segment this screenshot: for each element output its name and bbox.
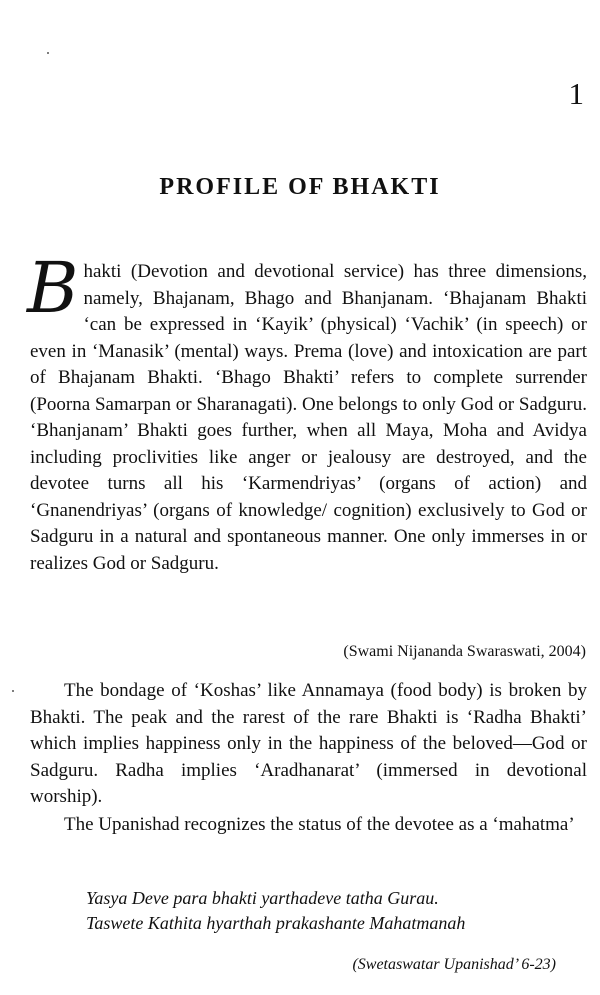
paragraph-3: The Upanishad recognizes the status of the devotee as a ‘mahatma’ — [64, 814, 575, 835]
print-speck — [12, 690, 14, 692]
verse-line-1: Yasya Deve para bhakti yarthadeve tatha Gurau. — [86, 888, 439, 908]
chapter-number: 1 — [568, 76, 584, 111]
paragraph-1-text: hakti (Devotion and devotional service) has three dimensions, namely, Bhajanam, Bhago and Bhanjanam. ‘Bhajanam Bhakti ‘can be expressed in ‘Kayik’ (physical) ‘Vachik’ (in speech) or even in ‘Manasik’ (mental) ways. Prema (love) and intoxication are part of Bhajanam Bhakti. ‘Bhago Bhakti’ refers to complete surrender (Poorna Samarpan or Sharanagati). One belongs to only God or Sadguru. ‘Bhanjanam’ Bhakti goes further, when all Maya, Moha and Avidya including proclivities like anger or jealousy are destroyed, and the devotee turns all his ‘Karmendriyas’ (organs of action) and ‘Gnanendriyas’ (organs of knowledge/ cognition) exclusively to God or Sadguru in a natural and spontaneous manner. One only immerses in or realizes God or Sadguru. — [30, 261, 587, 574]
verse-block — [86, 886, 465, 935]
chapter-title: PROFILE OF BHAKTI — [159, 174, 441, 200]
drop-cap: B — [27, 247, 79, 329]
paragraph-2: The bondage of ‘Koshas’ like Annamaya (food body) is broken by Bhakti. The peak and the rarest of the rare Bhakti is ‘Radha Bhakti’ which implies happiness only in the happiness of the beloved—God or Sadguru. Radha implies ‘Aradhanarat’ (immersed in devotional worship). — [30, 680, 587, 807]
citation-1: (Swami Nijananda Swaraswati, 2004) — [343, 643, 586, 660]
print-speck — [47, 52, 49, 54]
paragraph-1 — [27, 247, 587, 577]
verse-line-2: Taswete Kathita hyarthah prakashante Mahatmanah — [86, 912, 466, 933]
verse-citation: (Swetaswatar Upanishad’ 6-23) — [352, 956, 556, 973]
